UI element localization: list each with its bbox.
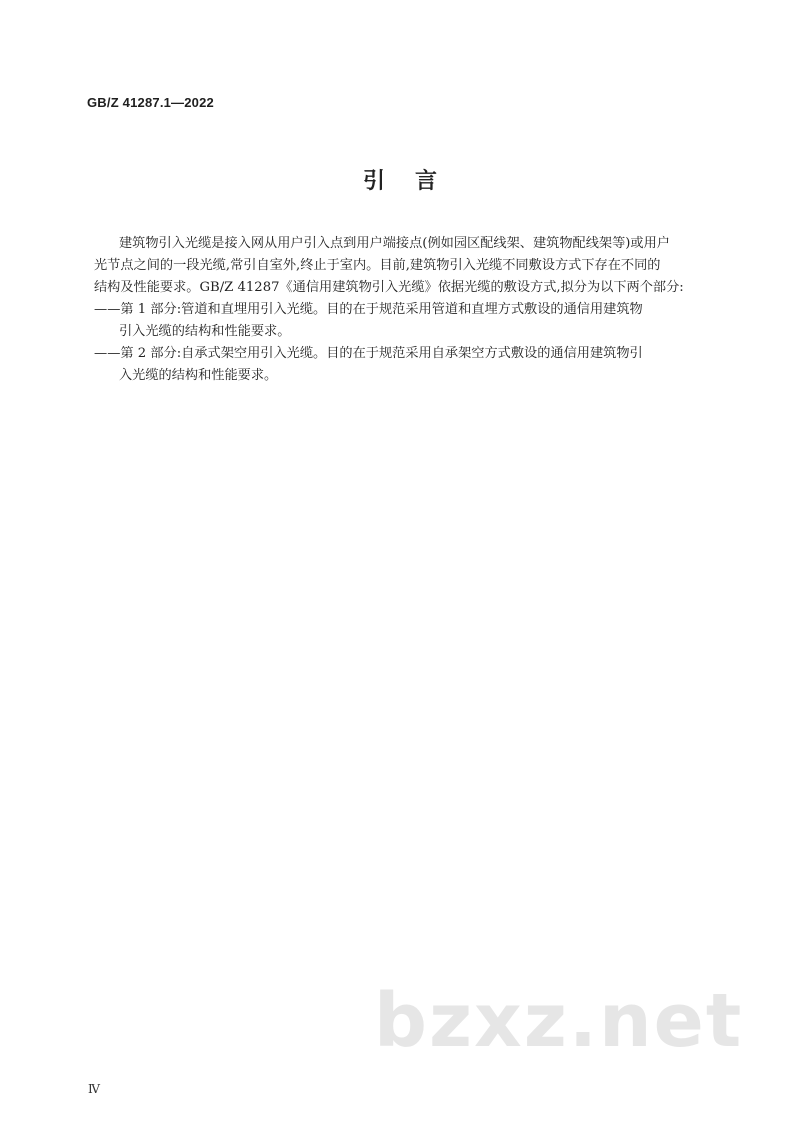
- list-item-part-1: ——第 1 部分:管道和直埋用引入光缆。目的在于规范采用管道和直埋方式敷设的通信用建筑物: [94, 302, 643, 317]
- list-item-part-2-continuation: 入光缆的结构和性能要求。: [119, 368, 278, 383]
- list-item-part-2: ——第 2 部分:自承式架空用引入光缆。目的在于规范采用自承架空方式敷设的通信用建筑物引: [94, 346, 643, 361]
- paragraph-line: 建筑物引入光缆是接入网从用户引入点到用户端接点(例如园区配线架、建筑物配线架等)或用户: [119, 236, 670, 251]
- watermark-text: bzxz.net: [374, 978, 744, 1064]
- list-item-part-1-continuation: 引入光缆的结构和性能要求。: [119, 324, 291, 339]
- paragraph-line: 结构及性能要求。GB/Z 41287《通信用建筑物引入光缆》依据光缆的敷设方式,拟分为以下两个部分:: [94, 280, 684, 295]
- page-number: Ⅳ: [88, 1082, 100, 1096]
- standard-code: GB/Z 41287.1—2022: [87, 95, 214, 110]
- section-title: 引言: [362, 169, 467, 194]
- paragraph-line: 光节点之间的一段光缆,常引自室外,终止于室内。目前,建筑物引入光缆不同敷设方式下存在不同的: [94, 258, 661, 273]
